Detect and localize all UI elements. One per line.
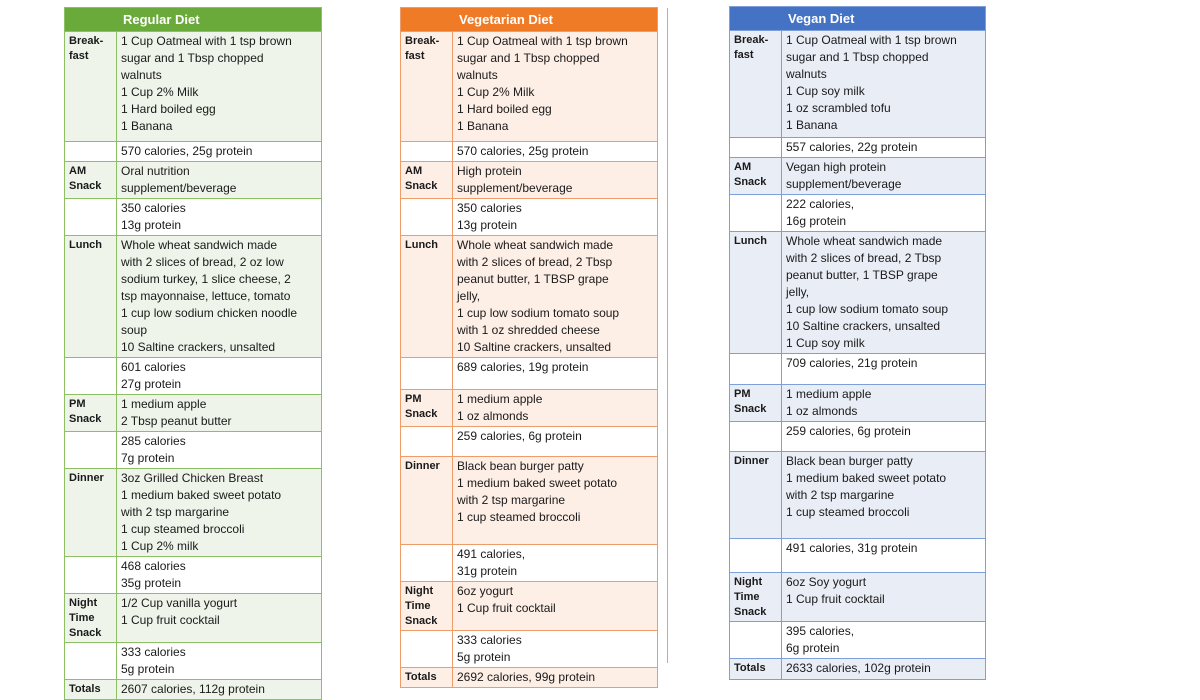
meal-label: Break- fast [65, 32, 117, 142]
meal-food: Whole wheat sandwich made with 2 slices of bread, 2 Tbsp peanut butter, 1 TBSP grape jelly, 1 cup low sodium tomato soup with 1 oz shredded cheese 10 Saltine crackers, unsalted [453, 236, 658, 358]
table-row [65, 162, 322, 199]
meal-food: 1/2 Cup vanilla yogurt 1 Cup fruit cocktail [117, 594, 322, 643]
table-row [401, 582, 658, 631]
meal-label: Dinner [730, 452, 782, 539]
meal-label: Night Time Snack [65, 594, 117, 643]
table-title: Vegetarian Diet [401, 8, 658, 32]
table-row [401, 358, 658, 390]
meal-food: Whole wheat sandwich made with 2 slices of bread, 2 oz low sodium turkey, 1 slice cheese, 2 tsp mayonnaise, lettuce, tomato 1 cup low sodium chicken noodle soup 10 Saltine crackers, unsalted [117, 236, 322, 358]
meal-label: Dinner [65, 469, 117, 557]
meal-label: PM Snack [65, 395, 117, 432]
meal-label: Night Time Snack [730, 573, 782, 622]
table-row [65, 594, 322, 643]
meal-calories: 259 calories, 6g protein [453, 427, 658, 457]
meal-food: 1 medium apple 1 oz almonds [782, 385, 986, 422]
table-row [65, 236, 322, 358]
vegetarian-diet-table [400, 7, 658, 688]
totals-value: 2692 calories, 99g protein [453, 668, 658, 688]
meal-food: 1 medium apple 2 Tbsp peanut butter [117, 395, 322, 432]
meal-food: Oral nutrition supplement/beverage [117, 162, 322, 199]
meal-calories: 222 calories, 16g protein [782, 195, 986, 232]
table-row [401, 199, 658, 236]
table-row [65, 395, 322, 432]
table-row [401, 236, 658, 358]
table-row [730, 452, 986, 539]
table-row [65, 199, 322, 236]
table-row [730, 622, 986, 659]
meal-calories: 285 calories 7g protein [117, 432, 322, 469]
table-row [401, 457, 658, 545]
meal-label: Break- fast [401, 32, 453, 142]
table-row [401, 545, 658, 582]
totals-row [730, 659, 986, 680]
table-row [65, 557, 322, 594]
meal-label: AM Snack [730, 158, 782, 195]
meal-calories: 570 calories, 25g protein [117, 142, 322, 162]
table-row [401, 142, 658, 162]
table-row [401, 390, 658, 427]
meal-label: Dinner [401, 457, 453, 545]
table-row [65, 432, 322, 469]
meal-food: Black bean burger patty 1 medium baked sweet potato with 2 tsp margarine 1 cup steamed broccoli [453, 457, 658, 545]
table-row [65, 358, 322, 395]
table-row [730, 354, 986, 385]
meal-food: 1 Cup Oatmeal with 1 tsp brown sugar and 1 Tbsp chopped walnuts 1 Cup 2% Milk 1 Hard boiled egg 1 Banana [117, 32, 322, 142]
meal-calories: 689 calories, 19g protein [453, 358, 658, 390]
meal-label: PM Snack [401, 390, 453, 427]
table-row [65, 142, 322, 162]
column-divider [667, 8, 668, 663]
meal-calories: 491 calories, 31g protein [453, 545, 658, 582]
table-row [401, 427, 658, 457]
table-row [730, 158, 986, 195]
meal-food: Vegan high protein supplement/beverage [782, 158, 986, 195]
table-row [401, 162, 658, 199]
table-row [730, 539, 986, 573]
table-row [730, 232, 986, 354]
totals-row [401, 668, 658, 688]
meal-label: PM Snack [730, 385, 782, 422]
table-row [401, 32, 658, 142]
meal-calories: 395 calories, 6g protein [782, 622, 986, 659]
regular-diet-table [64, 7, 322, 700]
meal-label: AM Snack [65, 162, 117, 199]
table-row [730, 31, 986, 138]
totals-label: Totals [730, 659, 782, 680]
meal-calories: 468 calories 35g protein [117, 557, 322, 594]
meal-label: Night Time Snack [401, 582, 453, 631]
table-row [730, 422, 986, 452]
totals-label: Totals [401, 668, 453, 688]
vegan-diet-table [729, 6, 986, 680]
totals-label: Totals [65, 680, 117, 700]
table-row [730, 138, 986, 158]
meal-food: High protein supplement/beverage [453, 162, 658, 199]
table-row [730, 573, 986, 622]
meal-food: 1 medium apple 1 oz almonds [453, 390, 658, 427]
meal-calories: 709 calories, 21g protein [782, 354, 986, 385]
table-row [65, 643, 322, 680]
table-row [65, 469, 322, 557]
meal-label: Break- fast [730, 31, 782, 138]
meal-food: 1 Cup Oatmeal with 1 tsp brown sugar and 1 Tbsp chopped walnuts 1 Cup 2% Milk 1 Hard boiled egg 1 Banana [453, 32, 658, 142]
meal-food: Whole wheat sandwich made with 2 slices of bread, 2 Tbsp peanut butter, 1 TBSP grape jelly, 1 cup low sodium tomato soup 10 Saltine crackers, unsalted 1 Cup soy milk [782, 232, 986, 354]
meal-calories: 557 calories, 22g protein [782, 138, 986, 158]
meal-calories: 350 calories 13g protein [117, 199, 322, 236]
table-row [65, 32, 322, 142]
table-title: Vegan Diet [730, 7, 986, 31]
meal-food: 6oz yogurt 1 Cup fruit cocktail [453, 582, 658, 631]
meal-food: 1 Cup Oatmeal with 1 tsp brown sugar and 1 Tbsp chopped walnuts 1 Cup soy milk 1 oz scrambled tofu 1 Banana [782, 31, 986, 138]
meal-food: 3oz Grilled Chicken Breast 1 medium baked sweet potato with 2 tsp margarine 1 cup steamed broccoli 1 Cup 2% milk [117, 469, 322, 557]
table-title: Regular Diet [65, 8, 322, 32]
meal-label: AM Snack [401, 162, 453, 199]
meal-calories: 333 calories 5g protein [117, 643, 322, 680]
meal-label: Lunch [730, 232, 782, 354]
table-row [401, 631, 658, 668]
table-row [730, 195, 986, 232]
meal-calories: 350 calories 13g protein [453, 199, 658, 236]
meal-calories: 601 calories 27g protein [117, 358, 322, 395]
totals-value: 2607 calories, 112g protein [117, 680, 322, 700]
meal-calories: 491 calories, 31g protein [782, 539, 986, 573]
meal-food: 6oz Soy yogurt 1 Cup fruit cocktail [782, 573, 986, 622]
table-row [730, 385, 986, 422]
meal-calories: 570 calories, 25g protein [453, 142, 658, 162]
meal-calories: 333 calories 5g protein [453, 631, 658, 668]
meal-label: Lunch [401, 236, 453, 358]
totals-row [65, 680, 322, 700]
meal-calories: 259 calories, 6g protein [782, 422, 986, 452]
totals-value: 2633 calories, 102g protein [782, 659, 986, 680]
meal-label: Lunch [65, 236, 117, 358]
meal-food: Black bean burger patty 1 medium baked sweet potato with 2 tsp margarine 1 cup steamed broccoli [782, 452, 986, 539]
